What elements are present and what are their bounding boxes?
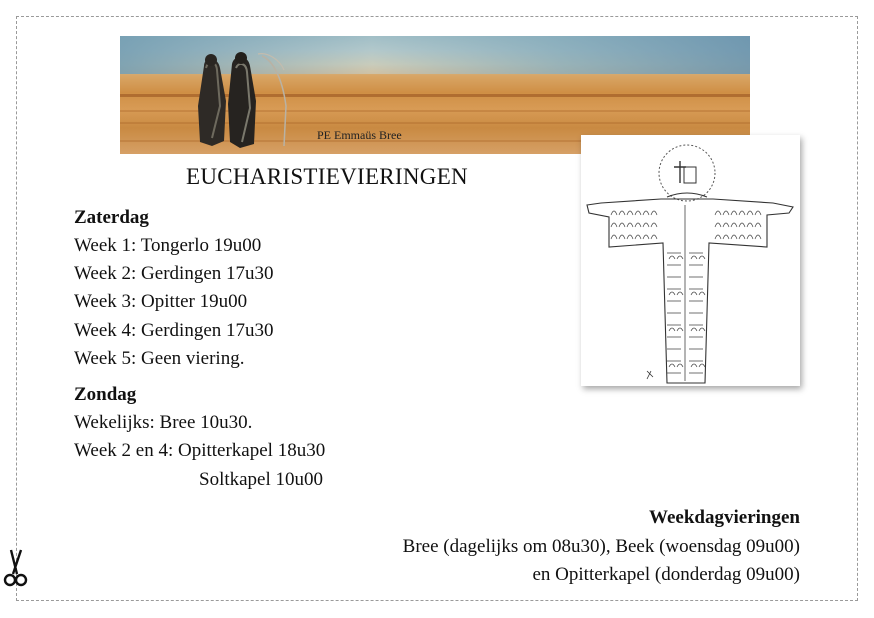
christ-figure-illustration bbox=[581, 135, 800, 386]
emmaus-walkers-figure bbox=[192, 46, 302, 154]
zondag-line: Week 2 en 4: Opitterkapel 18u30 bbox=[74, 440, 326, 461]
weekday-line: en Opitterkapel (donderdag 09u00) bbox=[532, 564, 800, 585]
zondag-line: Soltkapel 10u00 bbox=[199, 469, 324, 490]
zondag-heading: Zondag bbox=[74, 384, 137, 405]
zaterdag-line: Week 4: Gerdingen 17u30 bbox=[74, 320, 274, 341]
weekday-line: Bree (dagelijks om 08u30), Beek (woensdag 09u00) bbox=[402, 536, 800, 557]
page-title: EUCHARISTIEVIERINGEN bbox=[186, 164, 468, 189]
zaterdag-line: Week 3: Opitter 19u00 bbox=[74, 291, 248, 312]
zaterdag-line: Week 2: Gerdingen 17u30 bbox=[74, 263, 274, 284]
banner-caption: PE Emmaüs Bree bbox=[317, 128, 402, 142]
zaterdag-line: Week 5: Geen viering. bbox=[74, 348, 245, 369]
zaterdag-heading: Zaterdag bbox=[74, 207, 149, 228]
zondag-line: Wekelijks: Bree 10u30. bbox=[74, 412, 253, 433]
weekday-heading: Weekdagvieringen bbox=[649, 507, 800, 528]
zaterdag-line: Week 1: Tongerlo 19u00 bbox=[74, 235, 262, 256]
scissors-icon bbox=[2, 548, 28, 588]
